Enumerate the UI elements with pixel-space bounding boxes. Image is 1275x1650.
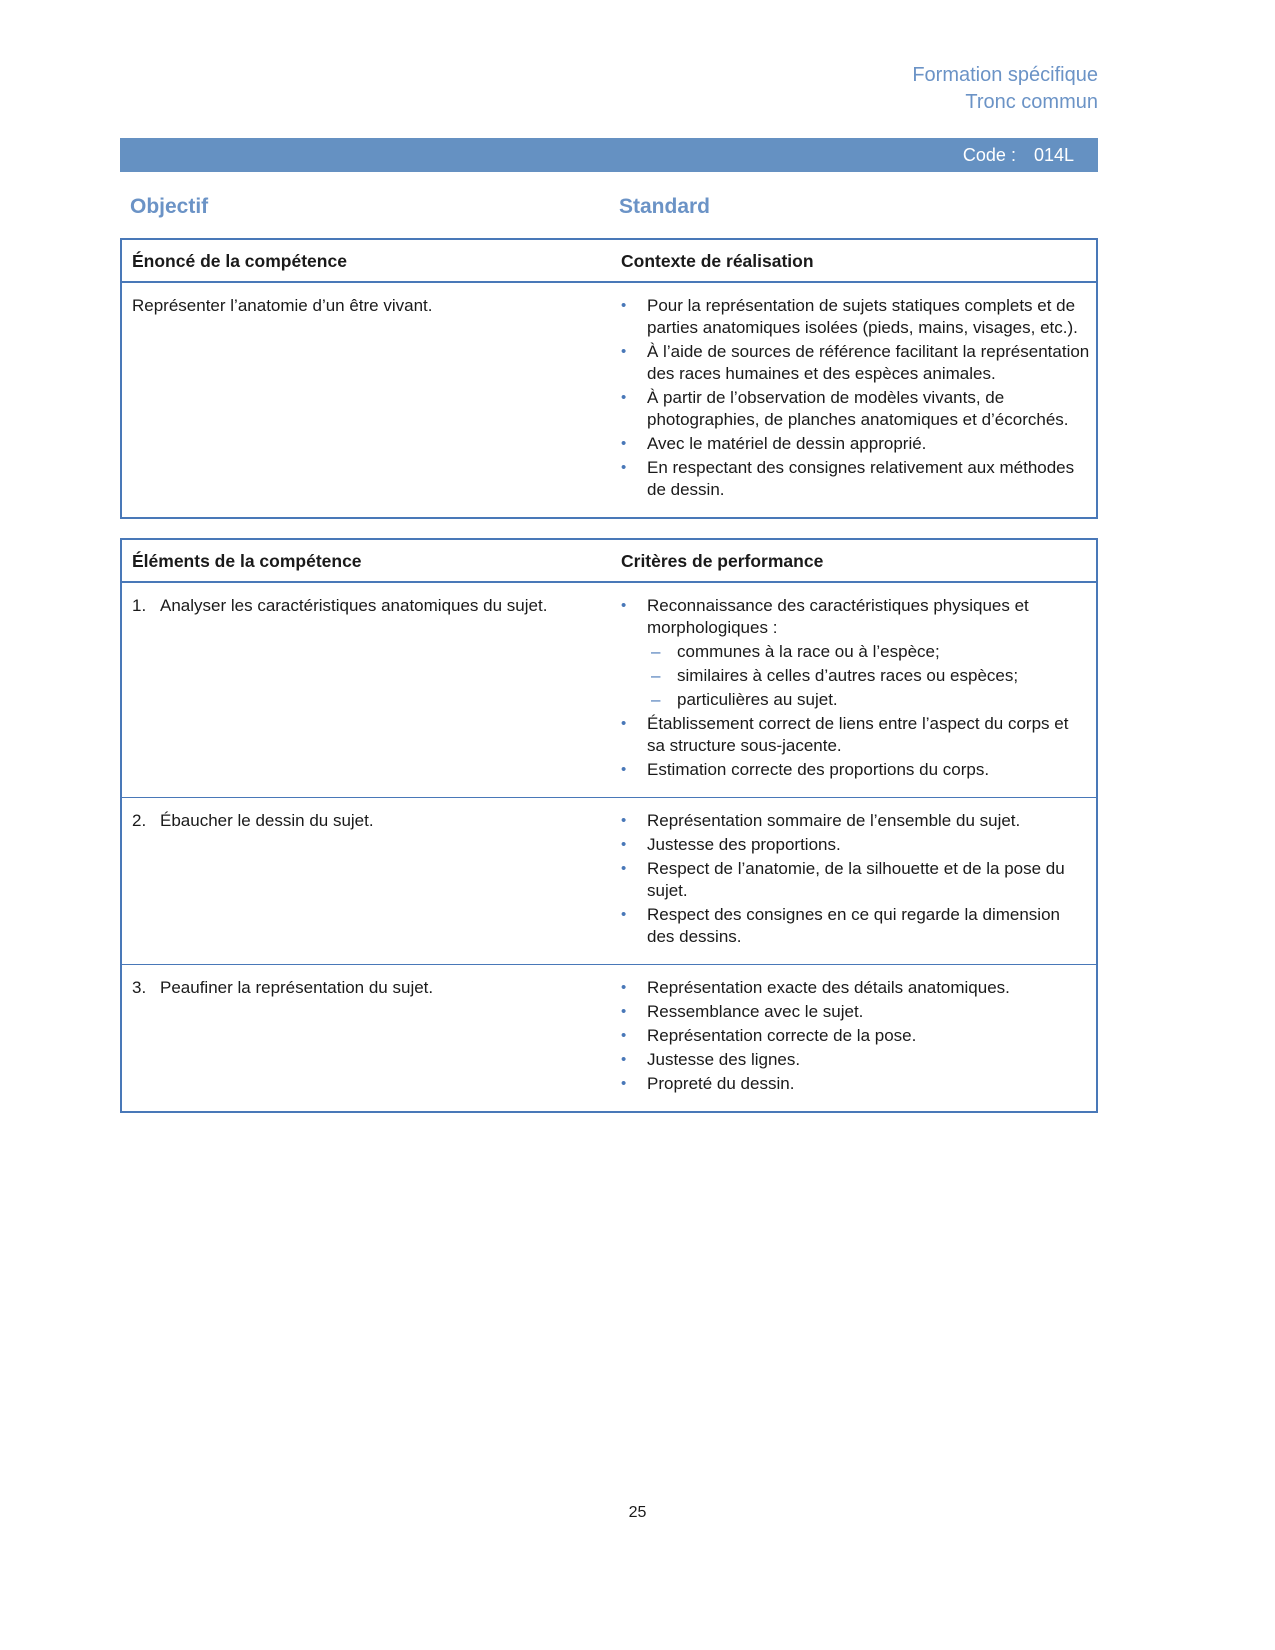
list-item: • Estimation correcte des proportions du corps. bbox=[621, 760, 990, 779]
sub-list-item: – particulières au sujet. bbox=[651, 690, 838, 709]
item-text: Analyser les caractéristiques anatomiques du sujet. bbox=[160, 596, 548, 615]
sub-list-item: – communes à la race ou à l’espèce; bbox=[651, 642, 940, 661]
dash-icon: – bbox=[651, 642, 661, 661]
table2-row-2 bbox=[122, 798, 1096, 965]
table-enonce-contexte bbox=[120, 238, 1098, 519]
bullet-icon: • bbox=[621, 1003, 627, 1020]
document-header bbox=[120, 62, 1098, 116]
bullet-icon: • bbox=[621, 297, 627, 314]
item-number: 1. bbox=[132, 596, 147, 615]
header-program-branch: Tronc commun bbox=[965, 91, 1098, 113]
table2-right-header: Critères de performance bbox=[621, 551, 824, 571]
element-3 bbox=[122, 977, 617, 1097]
list-item: • À partir de l’observation de modèles vivants, de photographies, de planches anatomiques et d’écorchés. bbox=[621, 388, 1069, 429]
context-list bbox=[617, 295, 1096, 503]
list-item: • Respect de l’anatomie, de la silhouette et de la pose du sujet. bbox=[621, 859, 1065, 900]
bullet-icon: • bbox=[621, 435, 627, 452]
bullet-icon: • bbox=[621, 906, 627, 923]
list-item: • Propreté du dessin. bbox=[621, 1074, 795, 1093]
bullet-icon: • bbox=[621, 761, 627, 778]
numbered-item bbox=[132, 595, 587, 617]
list-item: • Reconnaissance des caractéristiques physiques et morphologiques : bbox=[621, 596, 1029, 637]
bullet-icon: • bbox=[621, 715, 627, 732]
bullet-icon: • bbox=[621, 343, 627, 360]
list-item: • Représentation sommaire de l’ensemble du sujet. bbox=[621, 811, 1021, 830]
list-item: • Ressemblance avec le sujet. bbox=[621, 1002, 864, 1021]
table2-header-row bbox=[122, 540, 1096, 583]
code-value: 014L bbox=[1033, 144, 1074, 165]
bullet-icon: • bbox=[621, 836, 627, 853]
bullet-icon: • bbox=[621, 860, 627, 877]
criteria-list-3 bbox=[617, 977, 1096, 1097]
list-item: • En respectant des consignes relativement aux méthodes de dessin. bbox=[621, 458, 1075, 499]
table1-left-header: Énoncé de la compétence bbox=[132, 251, 347, 271]
table-elements-criteres bbox=[120, 538, 1098, 1113]
item-number: 2. bbox=[132, 811, 147, 830]
bullet-icon: • bbox=[621, 1051, 627, 1068]
competence-statement: Représenter l’anatomie d’un être vivant. bbox=[132, 296, 433, 315]
numbered-item bbox=[132, 977, 587, 999]
bullet-icon: • bbox=[621, 597, 627, 614]
sub-list-item: – similaires à celles d’autres races ou espèces; bbox=[651, 666, 1019, 685]
section-title-objectif: Objectif bbox=[130, 195, 209, 218]
list-item: • Représentation exacte des détails anatomiques. bbox=[621, 978, 1010, 997]
bullet-icon: • bbox=[621, 979, 627, 996]
numbered-item bbox=[132, 810, 587, 832]
header-program-type: Formation spécifique bbox=[912, 64, 1098, 86]
item-text: Peaufiner la représentation du sujet. bbox=[160, 978, 434, 997]
item-number: 3. bbox=[132, 978, 147, 997]
table1-body-row bbox=[122, 283, 1096, 517]
list-item: • Justesse des proportions. bbox=[621, 835, 841, 854]
list-item: • Avec le matériel de dessin approprié. bbox=[621, 434, 927, 453]
criteria-list-1 bbox=[617, 595, 1096, 783]
table2-row-1 bbox=[122, 583, 1096, 798]
list-item: • Respect des consignes en ce qui regarde la dimension des dessins. bbox=[621, 905, 1060, 946]
element-2 bbox=[122, 810, 617, 950]
bullet-icon: • bbox=[621, 1075, 627, 1092]
page-number: 25 bbox=[628, 1504, 647, 1521]
table1-right-header: Contexte de réalisation bbox=[621, 251, 814, 271]
item-text: Ébaucher le dessin du sujet. bbox=[160, 811, 374, 830]
section-titles bbox=[120, 195, 1098, 219]
code-label: Code : bbox=[962, 144, 1016, 165]
dash-icon: – bbox=[651, 690, 661, 709]
list-item: • À l’aide de sources de référence facilitant la représentation des races humaines et des espèces animales. bbox=[621, 342, 1090, 383]
bullet-icon: • bbox=[621, 389, 627, 406]
list-item: • Justesse des lignes. bbox=[621, 1050, 801, 1069]
list-item: • Représentation correcte de la pose. bbox=[621, 1026, 917, 1045]
dash-icon: – bbox=[651, 666, 661, 685]
table1-header-row bbox=[122, 240, 1096, 283]
criteria-list-2 bbox=[617, 810, 1096, 950]
table2-row-3 bbox=[122, 965, 1096, 1111]
bullet-icon: • bbox=[621, 459, 627, 476]
bullet-icon: • bbox=[621, 1027, 627, 1044]
code-banner bbox=[120, 138, 1098, 172]
list-item: • Établissement correct de liens entre l’aspect du corps et sa structure sous-jacente. bbox=[621, 714, 1069, 755]
bullet-icon: • bbox=[621, 812, 627, 829]
table2-left-header: Éléments de la compétence bbox=[132, 551, 362, 571]
list-item: • Pour la représentation de sujets statiques complets et de parties anatomiques isolées (pieds, mains, visages, etc.). bbox=[621, 296, 1078, 337]
section-title-standard: Standard bbox=[619, 195, 711, 218]
element-1 bbox=[122, 595, 617, 783]
